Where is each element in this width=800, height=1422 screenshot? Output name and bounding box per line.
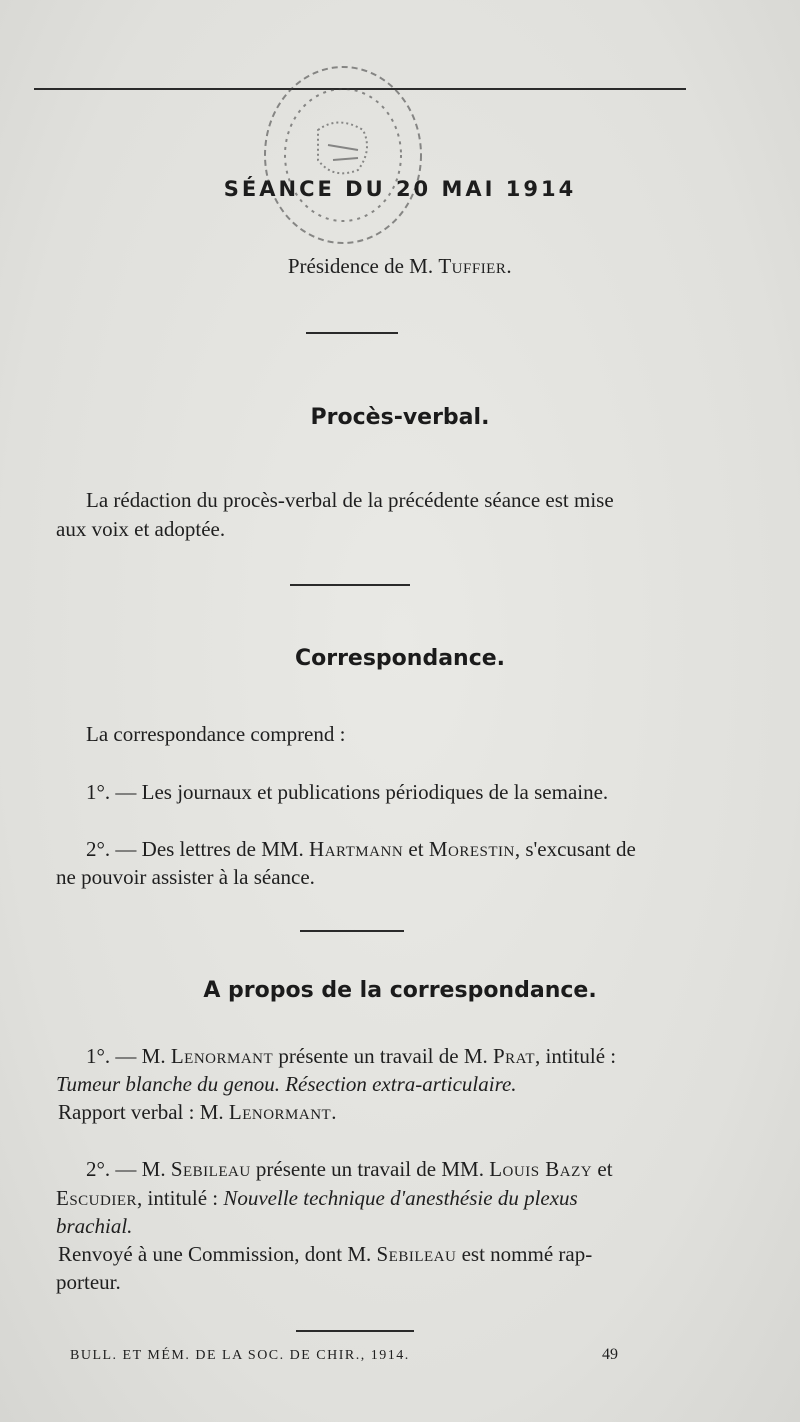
page-number: 49 xyxy=(602,1346,618,1363)
name-hartmann: Hartmann xyxy=(309,837,404,861)
separator-rule xyxy=(300,930,404,932)
presidence-prefix: Présidence de M. xyxy=(287,254,434,278)
correspondance-item-1: 1°. — Les journaux et publications périodiques de la semaine. xyxy=(86,780,609,804)
correspondance-item-2: 2°. — Des lettres de MM. Hartmann et Morestin, s'excusant de xyxy=(86,837,636,861)
section-heading-correspondance: Correspondance. xyxy=(294,646,506,671)
apropos-item-2-renvoi: Renvoyé à une Commission, dont M. Sebileau est nommé rap- xyxy=(58,1242,593,1266)
proces-verbal-line1: La rédaction du procès-verbal de la précédente séance est mise xyxy=(86,488,614,512)
name-escudier: Escudier xyxy=(56,1186,138,1210)
name-prat: Prat xyxy=(493,1044,536,1068)
apropos-item-2-line3: brachial. xyxy=(56,1214,133,1238)
session-title: SÉANCE DU 20 MAI 1914 xyxy=(223,177,577,201)
section-heading-proces-verbal: Procès-verbal. xyxy=(310,405,490,430)
presidence-line xyxy=(0,254,800,279)
name-lenormant: Lenormant xyxy=(170,1044,274,1068)
name-sebileau: Sebileau xyxy=(170,1157,251,1181)
correspondance-intro: La correspondance comprend : xyxy=(86,722,346,746)
name-morestin: Morestin xyxy=(428,837,515,861)
proces-verbal-line2: aux voix et adoptée. xyxy=(56,517,226,541)
apropos-item-2-line2: Escudier, intitulé : Nouvelle technique d'anesthésie du plexus xyxy=(56,1186,578,1210)
footer-journal: BULL. ET MÉM. DE LA SOC. DE CHIR., 1914. xyxy=(70,1348,410,1363)
apropos-item-2: 2°. — M. Sebileau présente un travail de MM. Louis Bazy et xyxy=(86,1157,613,1181)
separator-rule xyxy=(290,584,410,586)
section-heading-apropos: A propos de la correspondance. xyxy=(203,978,597,1003)
apropos-item-2-renvoi-line2: porteur. xyxy=(56,1270,121,1294)
apropos-item-1: 1°. — M. Lenormant présente un travail de M. Prat, intitulé : xyxy=(86,1044,617,1068)
apropos-item-1-title: Tumeur blanche du genou. Résection extra-articulaire. xyxy=(56,1072,517,1096)
library-stamp xyxy=(248,55,438,255)
president-name: Tuffier. xyxy=(438,254,513,278)
footer-rule xyxy=(296,1330,414,1332)
name-louis-bazy: Louis Bazy xyxy=(489,1157,593,1181)
apropos-item-1-rapport: Rapport verbal : M. Lenormant. xyxy=(58,1100,337,1124)
correspondance-item-2-line2: ne pouvoir assister à la séance. xyxy=(56,865,315,889)
separator-rule xyxy=(306,332,398,334)
